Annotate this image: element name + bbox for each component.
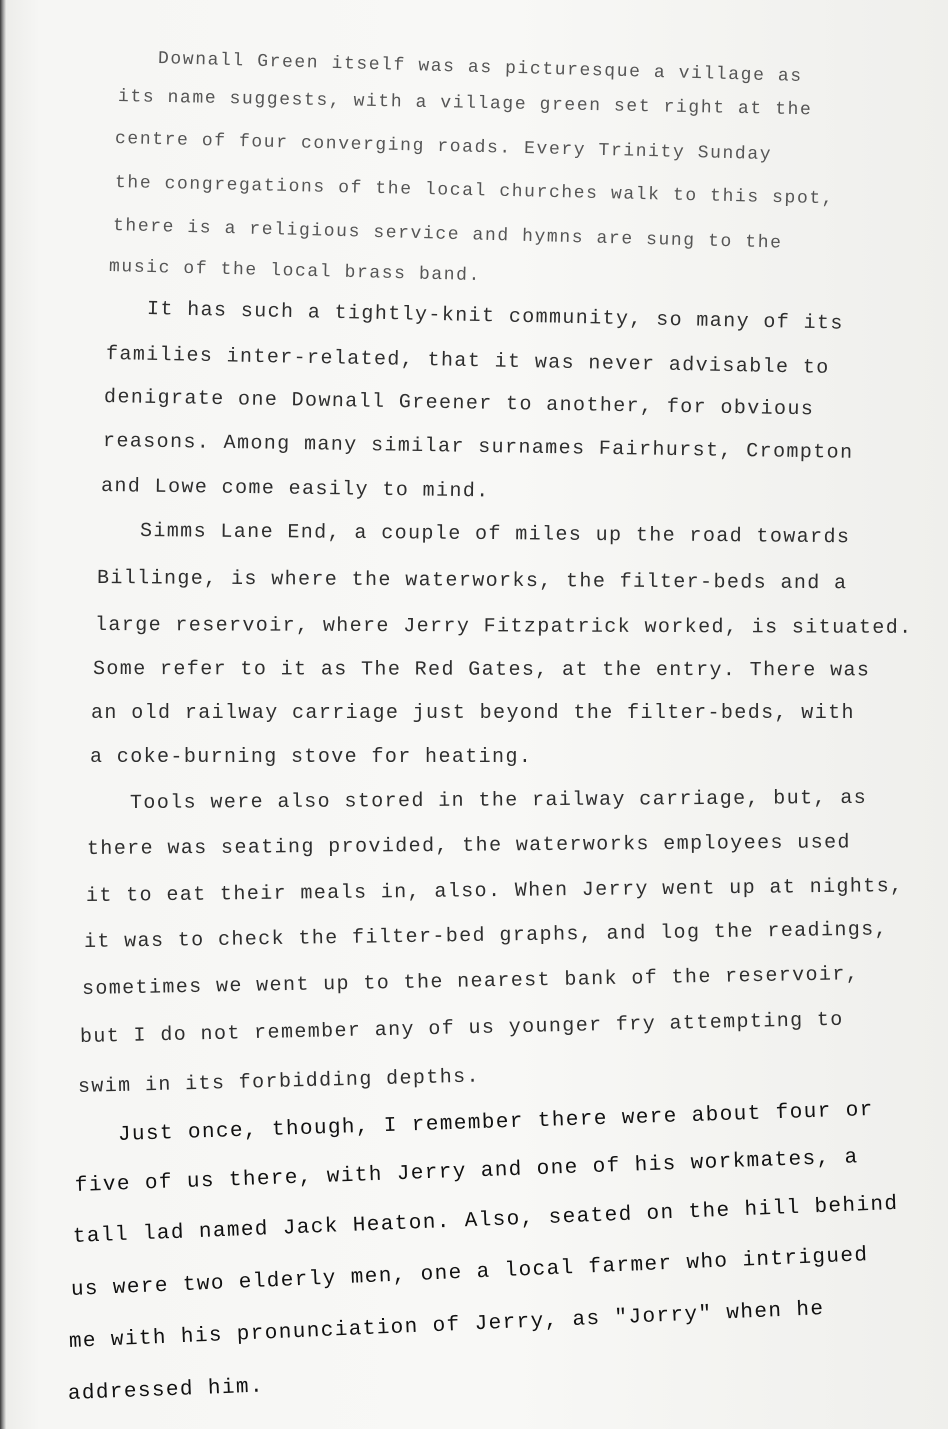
text-line: an old railway carriage just beyond the filter-beds, with (91, 702, 855, 725)
book-spine-edge (0, 0, 6, 1429)
text-line: music of the local brass band. (108, 257, 482, 287)
text-line: families inter-related, that it was never advisable to (105, 343, 830, 380)
text-line: there was seating provided, the waterworks employees used (86, 831, 851, 861)
text-line: Some refer to it as The Red Gates, at the entry. There was (92, 658, 871, 683)
text-line: it to eat their meals in, also. When Jerry went up at nights, (85, 875, 904, 908)
text-line: centre of four converging roads. Every Trinity Sunday (114, 129, 773, 166)
text-line: and Lowe come easily to mind. (100, 475, 490, 504)
text-line: swim in its forbidding depths. (77, 1065, 481, 1099)
text-line: Simms Lane End, a couple of miles up the road towards (139, 520, 851, 550)
text-line: me with his pronunciation of Jerry, as "Jorry" when he (68, 1298, 825, 1354)
text-line: us were two elderly men, one a local farmer who intrigued (70, 1244, 869, 1302)
text-line: reasons. Among many similar surnames Fairhurst, Crompton (102, 430, 854, 465)
text-line: Tools were also stored in the railway carriage, but, as (129, 786, 868, 815)
text-line: Downall Green itself was as picturesque a village as (157, 49, 803, 88)
text-line: It has such a tightly-knit community, so many of its (146, 298, 845, 336)
text-line: sometimes we went up to the nearest bank of the reservoir, (81, 963, 860, 1001)
text-line: denigrate one Downall Greener to another, for obvious (103, 386, 815, 422)
text-line: large reservoir, where Jerry Fitzpatrick worked, is situated. (94, 614, 913, 640)
text-line: Billinge, is where the waterworks, the filter-beds and a (96, 567, 848, 596)
text-line: addressed him. (67, 1375, 265, 1406)
text-line: it was to check the filter-bed graphs, and log the readings, (83, 918, 889, 954)
text-line: Just once, though, I remember there were about four or (117, 1098, 875, 1147)
text-line: tall lad named Jack Heaton. Also, seated on the hill behind (72, 1192, 899, 1249)
text-line: there is a religious service and hymns are sung to the (112, 216, 783, 254)
text-line: its name suggests, with a village green set right at the (117, 87, 813, 121)
text-line: a coke-burning stove for heating. (90, 746, 533, 769)
text-line: five of us there, with Jerry and one of his workmates, a (74, 1146, 860, 1198)
text-line: the congregations of the local churches walk to this spot, (114, 173, 835, 210)
text-line: but I do not remember any of us younger fry attempting to (79, 1008, 844, 1049)
